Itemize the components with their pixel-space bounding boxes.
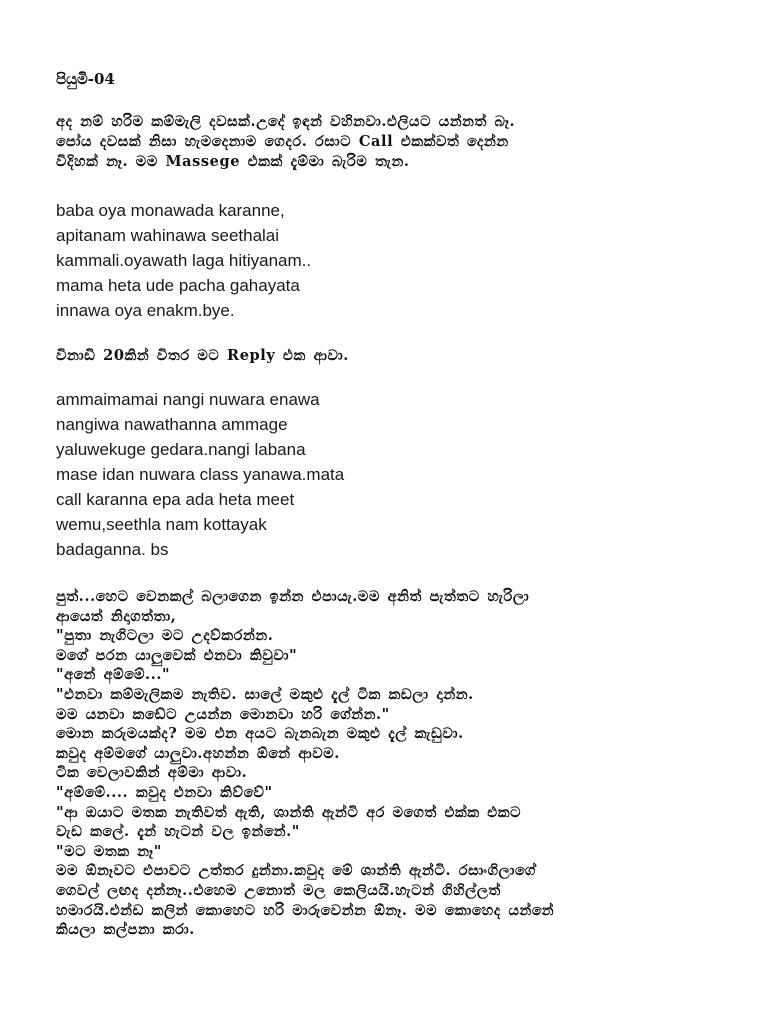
sent-message	[56, 198, 716, 323]
reply-message	[56, 387, 716, 562]
story-paragraph	[56, 587, 716, 940]
text-line: හමාරයි.එන්ඩ කලින් කොහෙට හරි මාරුවෙන්න ඕනෑ. මම කොහෙද යන්නේ	[56, 901, 555, 919]
text-line: මගේ පරන යාලුවෙක් එනවා කිවුවා"	[56, 646, 298, 664]
text-line: මොන කරුමයක්ද? මම එන අයට බැනබැන මකුළු දැල් කැඩුවා.	[56, 725, 464, 743]
message-line: nangiwa nawathanna ammage	[56, 415, 288, 434]
message-line: wemu,seethla nam kottayak	[56, 515, 267, 534]
text-line: අද නම් හරිම කම්මැලි දවසක්.උදේ ඉඳන් වහිනවා.එලියට යන්නත් බෑ.	[56, 113, 516, 130]
message-line: mama heta ude pacha gahayata	[56, 276, 300, 295]
text-line: ගෙවල් ලඟද දන්නෑ..එහෙම උනොත් මල කෙලියයි.හැටන් ගිහිල්ලත්	[56, 881, 501, 899]
text-line: "අනේ අම්මේ..."	[56, 666, 171, 684]
text-line: විදිහක් නෑ. මම Massege එකක් දැම්මා බැරිම තැන.	[56, 153, 410, 170]
message-line: badaganna. bs	[56, 540, 169, 559]
text-line: "එනවා කම්මැලිකම නැතිව. සාලේ මකුළු දැල් ටික කඩලා දාන්න.	[56, 685, 474, 703]
text-line: වැඩ කලේ. දැන් හැටන් වල ඉන්නේ."	[56, 823, 300, 841]
message-line: ammaimamai nangi nuwara enawa	[56, 390, 320, 409]
text-line: විනාඩි 20කින් විතර මට Reply එක ආවා.	[56, 347, 349, 364]
message-line: kammali.oyawath laga hitiyanam..	[56, 251, 312, 270]
text-line: "අම්මේ.... කවුද එනවා කිව්වේ"	[56, 783, 273, 801]
text-line: කියලා කල්පනා කරා.	[56, 921, 195, 939]
message-line: call karanna epa ada heta meet	[56, 490, 295, 509]
text-line: ටික වෙලාවකින් අම්මා ආවා.	[56, 764, 248, 782]
text-line: "ආ ඔයාට මතක නැතිවත් ඇති, ශාන්ති ඇන්ටි අර මගෙත් එක්ක එකට	[56, 803, 522, 821]
message-line: yaluwekuge gedara.nangi labana	[56, 440, 306, 459]
message-line: innawa oya enakm.bye.	[56, 301, 235, 320]
text-line: කවුද අම්මගේ යාලුවා.අහන්න ඕනේ ආවම.	[56, 744, 340, 762]
intro-paragraph	[56, 112, 716, 172]
text-line: "මට මතක නෑ"	[56, 842, 162, 860]
message-line: baba oya monawada karanne,	[56, 201, 285, 220]
message-line: mase idan nuwara class yanawa.mata	[56, 465, 345, 484]
page-title: පියුමි-04	[56, 70, 115, 88]
text-line: පෝය දවසක් නිසා හැමදෙනාම ගෙදර. රසාට Call එකක්වත් දෙන්න	[56, 133, 509, 150]
text-line: පුත්...හෙට වෙනකල් බලාගෙන ඉන්න එපායැ.මම අනිත් පැත්තට හැරිලා	[56, 588, 530, 605]
reply-paragraph	[56, 346, 716, 366]
text-line: මම ඕනෑවට එපාවට උත්තර දුන්නා.කවුද මේ ශාන්ති ඇන්ටි. රසාංගිලාගේ	[56, 862, 536, 880]
text-line: මම යනවා කඩේට උයන්න මොනවා හරි ගේන්න."	[56, 705, 390, 723]
text-line: "පුතා නැගිටලා මට උදව්කරන්න.	[56, 627, 274, 645]
text-line: ආයෙත් නිදාගත්තා,	[56, 607, 177, 625]
message-line: apitanam wahinawa seethalai	[56, 226, 280, 245]
